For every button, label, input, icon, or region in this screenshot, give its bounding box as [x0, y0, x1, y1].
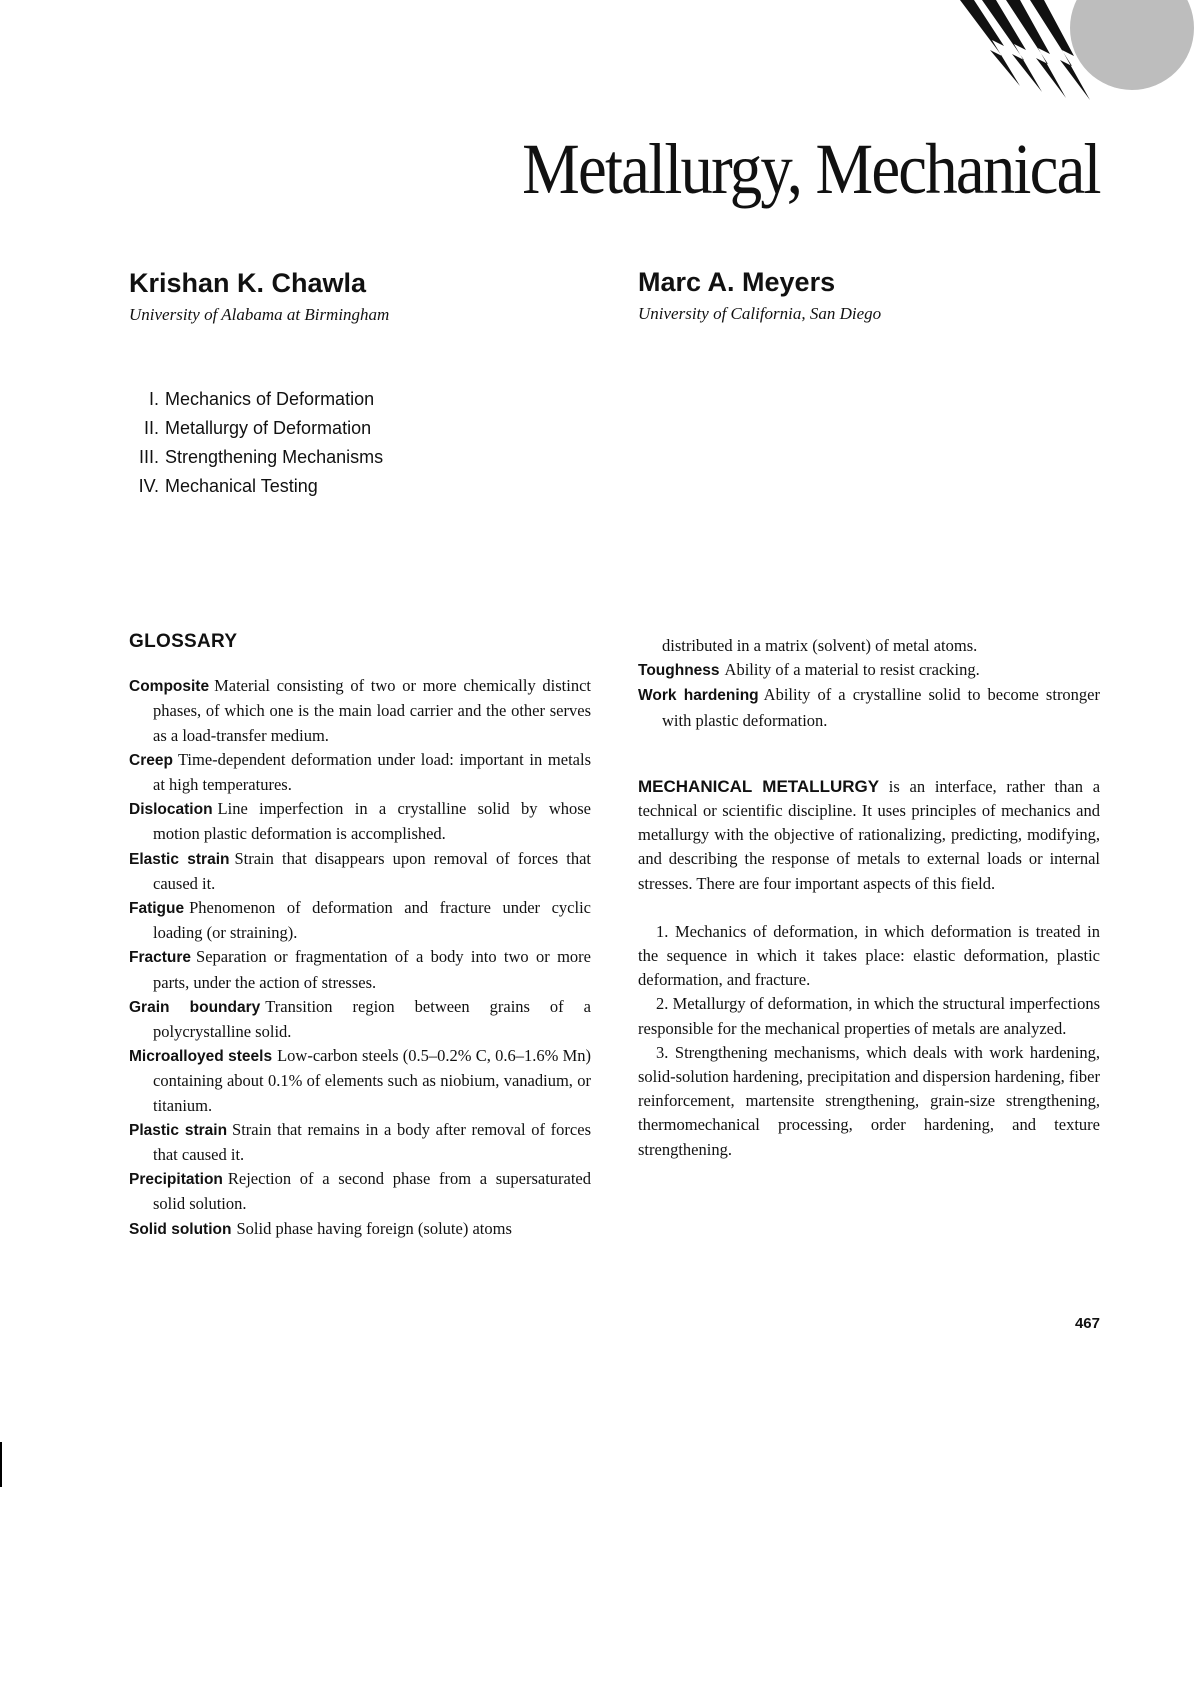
glossary-definition: Strain that disappears upon removal of forces that caused it. [153, 848, 591, 893]
outline-label: Metallurgy of Deformation [165, 418, 372, 438]
glossary-term: Precipitation [129, 1171, 223, 1189]
glossary-entry [129, 1044, 591, 1118]
glossary-entry [638, 658, 1100, 683]
glossary-definition: Solid phase having foreign (solute) atoms [236, 1218, 512, 1238]
author-block-2 [638, 267, 881, 324]
right-column [638, 634, 1100, 1162]
glossary-term: Work hardening [638, 687, 759, 705]
glossary-term: Composite [129, 678, 210, 696]
glossary-term: Fracture [129, 949, 192, 967]
outline-item [129, 414, 383, 443]
aspect-item: 1. Mechanics of deformation, in which deformation is treated in the sequence in which it takes place: elastic deformation, plastic deformation, and fracture. [638, 921, 1100, 990]
glossary-entry [129, 674, 591, 748]
author-affiliation: University of Alabama at Birmingham [129, 305, 390, 324]
aspect-item: 3. Strengthening mechanisms, which deals with work hardening, solid-solution hardening, precipitation and dispersion hardening, fiber reinforcement, martensite strengthening, grain-size strengthening, thermomechanical processing, order hardening, and texture strengthening. [638, 1042, 1100, 1159]
glossary-term: Elastic strain [129, 850, 230, 868]
glossary-term: Creep [129, 751, 173, 769]
glossary-entry [129, 1118, 591, 1167]
author-name: Krishan K. Chawla [129, 268, 367, 298]
glossary-term: Grain boundary [129, 998, 261, 1016]
glossary-term: Fatigue [129, 900, 185, 918]
glossary-entry [129, 1217, 591, 1242]
glossary-definition: Transition region between grains of a polycrystalline solid. [153, 996, 591, 1042]
glossary-definition: Rejection of a second phase from a supersaturated solid solution. [153, 1169, 591, 1214]
intro-lead: MECHANICAL METALLURGY [638, 776, 880, 796]
article-title: Metallurgy, Mechanical [522, 129, 1100, 209]
outline-label: Mechanics of Deformation [165, 389, 375, 409]
glossary-entry [129, 847, 591, 896]
glossary-entry [129, 748, 591, 797]
glossary-definition: Ability of a material to resist cracking. [724, 660, 980, 680]
author-affiliation: University of California, San Diego [638, 304, 882, 323]
glossary-definition: Phenomenon of deformation and fracture under cyclic loading (or straining). [153, 898, 591, 943]
glossary-term: Solid solution [129, 1220, 232, 1238]
glossary-term: Plastic strain [129, 1121, 228, 1139]
author-name: Marc A. Meyers [638, 267, 836, 297]
glossary-definition: Low-carbon steels (0.5–0.2% C, 0.6–1.6% Mn) containing about 0.1% of elements such as niobium, vanadium, or titanium. [153, 1046, 591, 1115]
glossary-definition: Ability of a crystalline solid to become stronger with plastic deformation. [662, 685, 1101, 730]
outline-number: I. [148, 389, 159, 409]
glossary-term: Dislocation [129, 801, 213, 819]
glossary-term: Toughness [638, 662, 720, 680]
page-number: 467 [1074, 1315, 1100, 1332]
outline-label: Strengthening Mechanisms [165, 447, 384, 467]
outline-number: IV. [138, 476, 159, 496]
glossary-entry [129, 1167, 591, 1216]
glossary-definition: Strain that remains in a body after removal of forces that caused it. [153, 1119, 591, 1165]
glossary-entry [129, 995, 591, 1044]
intro-paragraph [638, 775, 1100, 896]
outline-item [129, 443, 383, 472]
glossary-definition: Time-dependent deformation under load: important in metals at high temperatures. [153, 749, 591, 795]
glossary-entry [129, 797, 591, 846]
glossary-entry [638, 683, 1100, 732]
outline-number: II. [143, 418, 159, 438]
glossary-definition: Separation or fragmentation of a body into two or more parts, under the action of stresses. [153, 947, 591, 992]
glossary-heading: GLOSSARY [129, 631, 238, 652]
article-outline [129, 385, 383, 501]
glossary-entry [129, 945, 591, 994]
margin-mark [0, 1442, 2, 1487]
intro-text: is an interface, rather than a technical or scientific discipline. It uses principles of mechanics and metallurgy with the objective of rationalizing, predicting, modifying, and describing the response of metals to external loads or internal stresses. There are four important aspects of this field. [638, 776, 1101, 893]
glossary-definition: Material consisting of two or more chemically distinct phases, of which one is the main load carrier and the other serves as a load-transfer medium. [153, 676, 591, 745]
glossary-continuation: distributed in a matrix (solvent) of metal atoms. [662, 636, 978, 655]
glossary-definition: Line imperfection in a crystalline solid by whose motion plastic deformation is accomplished. [153, 799, 591, 844]
outline-label: Mechanical Testing [165, 476, 318, 496]
aspect-item: 2. Metallurgy of deformation, in which the structural imperfections responsible for the mechanical properties of metals are analyzed. [638, 994, 1100, 1038]
lightning-bolts-logo-icon [960, 0, 1200, 110]
glossary-term: Microalloyed steels [129, 1048, 273, 1066]
outline-number: III. [138, 447, 159, 467]
author-block-1 [129, 268, 389, 325]
outline-item [129, 385, 383, 414]
outline-item [129, 472, 383, 501]
left-column [129, 630, 591, 1242]
glossary-entry [129, 896, 591, 945]
